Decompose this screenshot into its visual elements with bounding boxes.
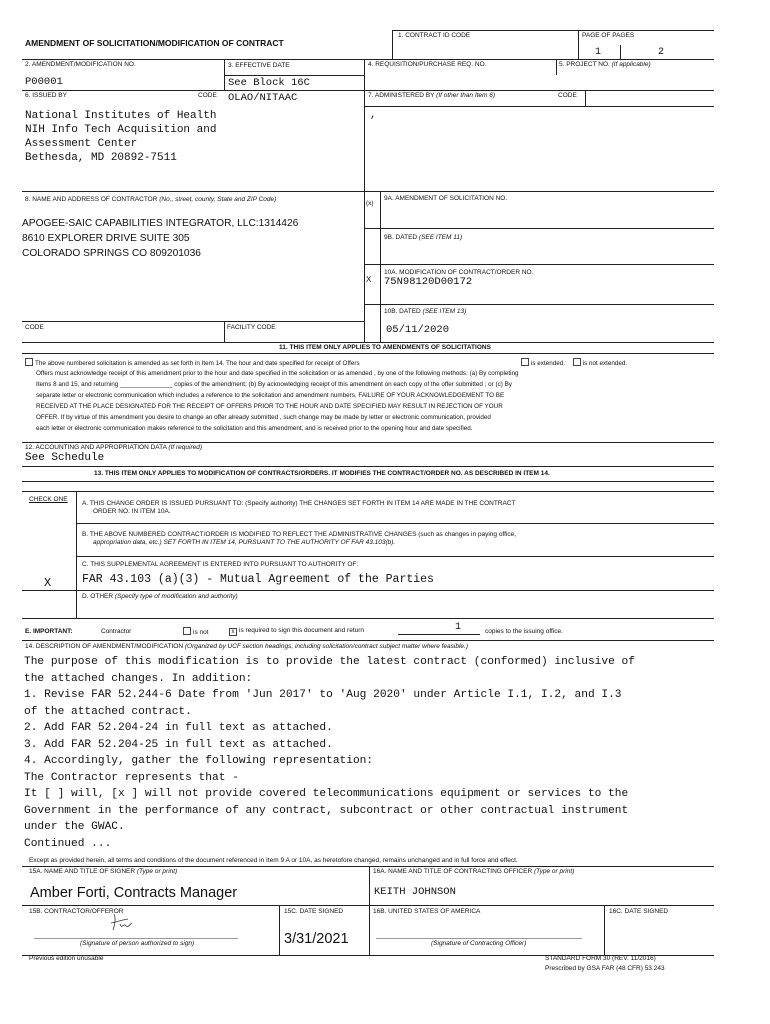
solicitation-amendment-label: 9A. AMENDMENT OF SOLICITATION NO. <box>384 195 508 202</box>
description-line: 1. Revise FAR 52.244-6 Date from 'Jun 2017' to 'Aug 2020' under Article I.1, I.2, and I.3 <box>24 689 622 701</box>
item13b-line: B. THE ABOVE NUMBERED CONTRACT/ORDER IS MODIFIED TO REFLECT THE ADMINISTRATIVE CHANGES (such as changes in paying office, <box>82 531 517 538</box>
item13-header: 13. THIS ITEM ONLY APPLIES TO MODIFICATION OF CONTRACTS/ORDERS. IT MODIFIES THE CONTRACT/ORDER NO. AS DESCRIBED IN ITEM 14. <box>94 470 550 477</box>
solicitation-dated-hint: (SEE ITEM 11) <box>418 234 463 241</box>
divider <box>22 866 714 867</box>
divider <box>22 59 714 60</box>
issued-by-label: 6. ISSUED BY <box>25 92 67 99</box>
divider <box>76 556 714 557</box>
is-required-option <box>229 627 364 636</box>
solicitation-dated-label <box>384 234 462 242</box>
divider <box>22 618 714 619</box>
divider <box>22 466 714 467</box>
item11-line: OFFER. If by virtue of this amendment you desire to change an offer already submitted , such change may be made by letter or electronic communication, provided <box>36 414 491 421</box>
item13a-line: ORDER NO. IN ITEM 10A. <box>93 508 171 515</box>
divider <box>585 90 586 106</box>
item11-line-text: The above numbered solicitation is amended as set forth in Item 14. The hour and date specified for receipt of Offers <box>35 360 360 367</box>
page-total: 2 <box>658 47 665 58</box>
description-line: 4. Accordingly, gather the following representation: <box>24 755 374 767</box>
divider <box>22 353 714 354</box>
divider <box>22 342 714 343</box>
modification-contract-value: 75N98120D00172 <box>384 276 473 288</box>
issued-by-code-label: CODE <box>198 92 217 99</box>
project-no-label <box>559 61 651 69</box>
project-no-text: 5. PROJECT NO. <box>559 61 610 68</box>
amendment-no-value: P00001 <box>25 76 63 88</box>
is-required-text: is required to sign this document and return <box>239 627 365 634</box>
except-text: Except as provided herein, all terms and conditions of the document referenced in Item 9 A or 10A, as heretofore changed, remains unchanged and in full force and effect. <box>29 857 518 864</box>
administered-code-label: CODE <box>558 92 577 99</box>
form-top-border <box>392 30 714 31</box>
divider <box>22 491 714 492</box>
modification-dated-label <box>384 308 466 316</box>
accounting-data-text: 12. ACCOUNTING AND APPROPRIATION DATA <box>25 444 167 451</box>
check-one-label: CHECK ONE <box>29 496 68 503</box>
divider <box>22 90 714 91</box>
divider <box>364 304 714 305</box>
divider <box>364 228 714 229</box>
divider <box>380 191 381 342</box>
divider <box>392 30 393 59</box>
item11-extended <box>521 358 627 368</box>
extended-text: is extended. <box>531 360 565 367</box>
contractor-signature-caption: (Signature of person authorized to sign) <box>80 940 195 947</box>
contractor-line: COLORADO SPRINGS CO 809201036 <box>22 248 201 259</box>
item13d-label <box>82 593 238 601</box>
contract-id-code-label: 1. CONTRACT ID CODE <box>398 32 471 39</box>
contractor-line: APOGEE-SAIC CAPABILITIES INTEGRATOR, LLC:1314426 <box>22 218 299 229</box>
pages-word: PAGES <box>612 32 635 39</box>
divider <box>364 264 714 265</box>
usa-label: 16B. UNITED STATES OF AMERICA <box>373 908 481 915</box>
divider <box>620 45 621 59</box>
divider <box>369 866 370 955</box>
description-line: It [ ] will, [x ] will not provide covered telecommunications equipment or services to the <box>24 788 629 800</box>
modification-dated-value: 05/11/2020 <box>386 324 450 336</box>
item13a-line: A. THIS CHANGE ORDER IS ISSUED PURSUANT TO: (Specify authority) THE CHANGES SET FORTH IN ITEM 14 ARE MADE IN THE CONTRACT <box>82 500 516 507</box>
modification-contract-label: 10A. MODIFICATION OF CONTRACT/ORDER NO. <box>384 269 534 276</box>
page-number: 1 <box>595 47 602 58</box>
item13b-line: appropriation data, etc.) SET FORTH IN ITEM 14, PURSUANT TO THE AUTHORITY OF FAR 43.103(b). <box>93 539 396 546</box>
item11-line: Items 8 and 15, and returning _______________ copies of the amendment; (b) By acknowledging receipt of this amendment on each copy of the offer submitted ; or (c) By <box>36 381 512 388</box>
description-line: the attached changes. In addition: <box>24 672 253 685</box>
signer-name-hint: (Type or print) <box>136 868 178 875</box>
divider <box>22 640 714 641</box>
signature-line <box>34 938 238 939</box>
copies-count: 1 <box>455 622 462 633</box>
item13d-hint: (Specify type of modification and authority) <box>114 593 238 600</box>
x-column-label: (x) <box>366 200 374 207</box>
divider <box>22 481 714 482</box>
accounting-data-value: See Schedule <box>25 452 105 464</box>
of-word: OF <box>601 32 611 39</box>
divider <box>76 523 714 524</box>
description-line: Government in the performance of any contract, subcontract or other contractual instrument <box>24 804 629 817</box>
accounting-data-hint: (If required) <box>168 444 203 451</box>
divider <box>578 30 579 59</box>
page-label <box>582 32 634 40</box>
signer-name-label <box>29 868 177 876</box>
facility-code-label: FACILITY CODE <box>227 324 276 331</box>
important-label: E. IMPORTANT: <box>25 628 73 635</box>
previous-edition-note: Previous edition unusable <box>29 955 104 962</box>
description-line: Continued ... <box>24 837 112 850</box>
modification-x-mark: X <box>366 275 372 284</box>
copies-underline <box>398 634 480 635</box>
divider <box>22 590 714 591</box>
form-title: AMENDMENT OF SOLICITATION/MODIFICATION OF CONTRACT <box>25 38 284 48</box>
item11-line: Offers must acknowledge receipt of this amendment prior to the hour and date specified in the solicitation or as amended , by one of the following methods: (a) By completing <box>36 370 519 377</box>
administered-by-label <box>368 92 495 100</box>
item11-line: RECEIVED AT THE PLACE DESIGNATED FOR THE RECEIPT OF OFFERS PRIOR TO THE HOUR AND DATE SPECIFIED MAY RESULT IN REJECTION OF YOUR <box>36 403 503 410</box>
requisition-label: 4. REQUISITION/PURCHASE REQ. NO. <box>368 61 487 68</box>
administered-by-text: 7. ADMINISTERED BY <box>368 92 435 99</box>
issuer-line: Bethesda, MD 20892-7511 <box>25 152 177 164</box>
standard-form-label: STANDARD FORM 30 (REV. 11/2016) <box>545 955 656 962</box>
description-line: 2. Add FAR 52.204-24 in full text as attached. <box>24 722 333 734</box>
description-hint: (Organized by UCF section headings, including solicitation/contract subject matter where feasible.) <box>184 643 469 650</box>
divider <box>22 191 714 192</box>
divider <box>224 321 225 342</box>
code-label: CODE <box>25 324 44 331</box>
description-label <box>25 643 468 651</box>
divider <box>22 905 714 906</box>
is-not-checkbox[interactable] <box>183 627 191 635</box>
project-no-hint: (If applicable) <box>611 61 651 68</box>
signature-line <box>376 938 582 939</box>
contracting-officer-text: 16A. NAME AND TITLE OF CONTRACTING OFFICER <box>373 868 533 875</box>
contractor-address-label <box>25 196 276 204</box>
issuer-line: National Institutes of Health <box>25 110 217 122</box>
contractor-signature-image <box>108 910 134 936</box>
description-text: 14. DESCRIPTION OF AMENDMENT/MODIFICATION <box>25 643 184 650</box>
page-word: PAGE <box>582 32 600 39</box>
divider <box>224 75 364 76</box>
not-extended-text: is not extended. <box>582 360 628 367</box>
issuer-line: Assessment Center <box>25 138 138 150</box>
divider <box>22 442 714 443</box>
contractor-word: Contractor <box>101 628 132 635</box>
solicitation-dated-text: 9B. DATED <box>384 234 418 241</box>
item13d-text: D. OTHER <box>82 593 114 600</box>
divider <box>22 321 364 322</box>
is-required-checkbox[interactable]: x <box>229 628 237 636</box>
item11-line: separate letter or electronic communication which includes a reference to the solicitation and amendment numbers. FAILURE OF YOUR ACKNOWLEDGEMENT TO BE <box>36 392 505 399</box>
officer-date-label: 16C. DATE SIGNED <box>609 908 669 915</box>
divider <box>556 59 557 75</box>
contractor-date-value: 3/31/2021 <box>284 931 349 947</box>
item13c-authority-value: FAR 43.103 (a)(3) - Mutual Agreement of the Parties <box>82 573 434 586</box>
not-extended-checkbox[interactable] <box>573 358 581 366</box>
issued-by-code-value: OLAO/NITAAC <box>228 92 298 104</box>
modification-dated-text: 10B. DATED <box>384 308 421 315</box>
contractor-line: 8610 EXPLORER DRIVE SUITE 305 <box>22 233 190 244</box>
divider <box>604 905 605 955</box>
contracting-officer-value: KEITH JOHNSON <box>374 886 456 898</box>
divider <box>279 905 280 955</box>
amendment-no-label: 2. AMENDMENT/MODIFICATION NO. <box>25 61 136 68</box>
description-line: under the GWAC. <box>24 821 125 833</box>
description-line: The Contractor represents that - <box>24 771 239 784</box>
divider <box>76 491 77 618</box>
item11-line: each letter or electronic communication makes reference to the solicitation and this amendment, and is received prior to the opening hour and date specified. <box>36 425 473 432</box>
is-not-option <box>183 627 209 637</box>
contractor-address-hint: (No., street, county, State and ZIP Code) <box>159 196 277 203</box>
description-line: The purpose of this modification is to provide the latest contract (conformed) inclusive of <box>24 656 635 668</box>
item13c-x-mark: X <box>44 576 52 590</box>
contractor-offeror-label: 15B. CONTRACTOR/OFFEROR <box>29 908 124 915</box>
description-line: 3. Add FAR 52.204-25 in full text as attached. <box>24 738 333 751</box>
issuer-line: NIH Info Tech Acquisition and <box>25 124 217 136</box>
administered-by-value: , <box>370 109 377 121</box>
signer-name-text: 15A. NAME AND TITLE OF SIGNER <box>29 868 136 875</box>
contractor-date-label: 15C. DATE SIGNED <box>284 908 344 915</box>
signer-name-value: Amber Forti, Contracts Manager <box>30 885 238 901</box>
item11-header: 11. THIS ITEM ONLY APPLIES TO AMENDMENTS OF SOLICITATIONS <box>279 344 491 351</box>
contracting-officer-label <box>373 868 574 876</box>
divider <box>364 59 365 342</box>
divider <box>364 106 714 107</box>
prescribed-by-label: Prescribed by GSA FAR (48 CFR) 53.243 <box>545 965 665 972</box>
copies-text: copies to the issuing office. <box>485 628 563 635</box>
extended-checkbox[interactable] <box>521 358 529 366</box>
contracting-officer-hint: (Type or print) <box>533 868 575 875</box>
administered-by-hint: (If other than Item 6) <box>436 92 496 99</box>
effective-date-label: 3. EFFECTIVE DATE <box>228 62 290 69</box>
officer-signature-caption: (Signature of Contracting Officer) <box>431 940 527 947</box>
description-line: of the attached contract. <box>24 705 192 718</box>
modification-dated-hint: (SEE ITEM 13) <box>422 308 467 315</box>
contractor-address-text: 8. NAME AND ADDRESS OF CONTRACTOR <box>25 196 158 203</box>
amendment-checkbox[interactable] <box>25 358 33 366</box>
effective-date-value: See Block 16C <box>228 77 310 89</box>
item13c-label: C. THIS SUPPLEMENTAL AGREEMENT IS ENTERED INTO PURSUANT TO AUTHORITY OF: <box>82 561 359 568</box>
is-not-text: is not <box>193 629 209 636</box>
accounting-data-label <box>25 444 202 452</box>
